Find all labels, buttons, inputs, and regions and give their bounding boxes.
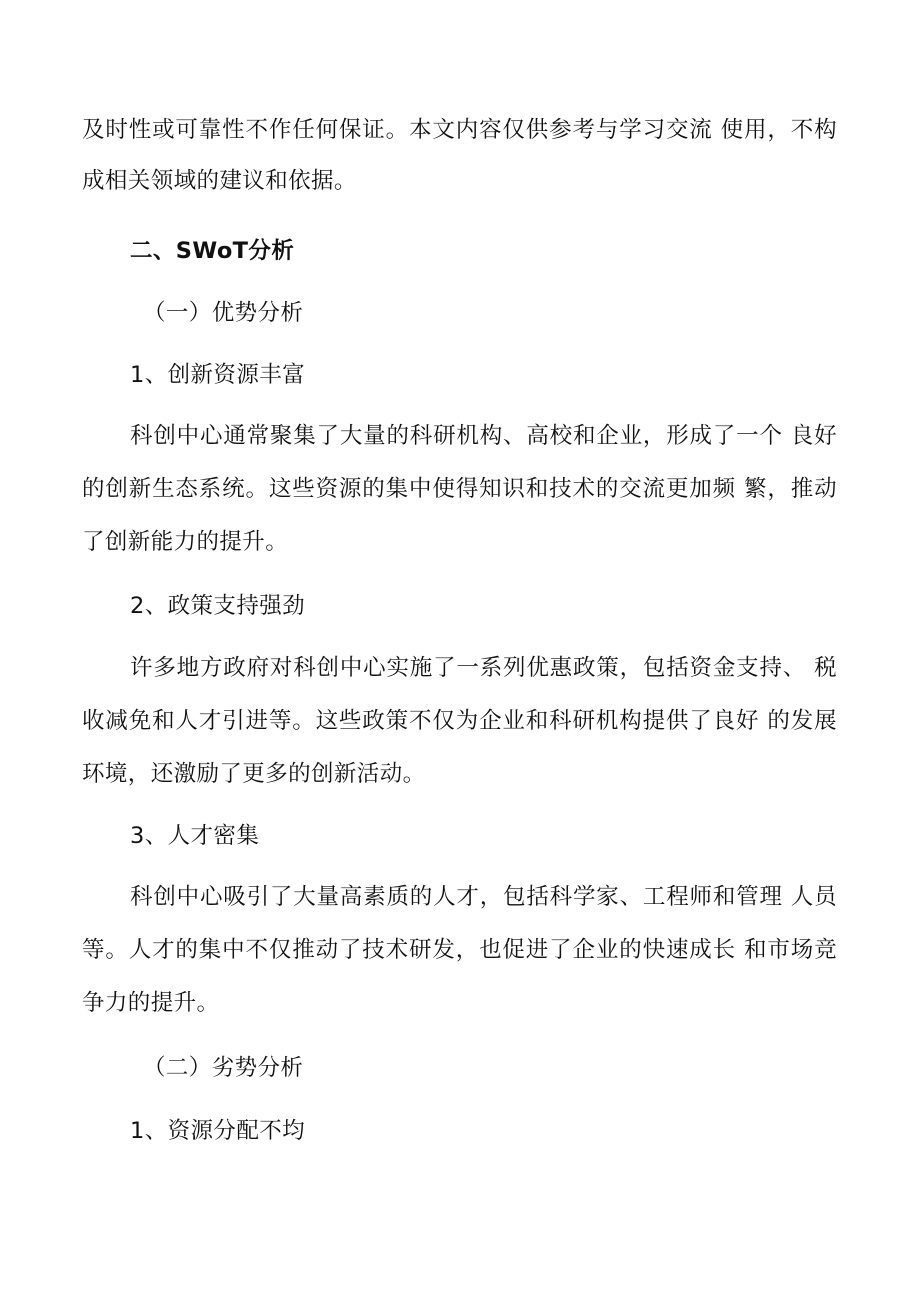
section-title: 二、SWoT分析 <box>130 238 295 264</box>
item-title: 2、政策支持强劲 <box>130 593 306 619</box>
subsection-title-weaknesses: （二）劣势分析 <box>143 1055 304 1081</box>
intro-line-2: 成相关领域的建议和依据。 <box>82 168 357 194</box>
paragraph-line: 的创新生态系统。这些资源的集中使得知识和技术的交流更加频 繁，推动 <box>82 476 837 502</box>
item-title: 1、创新资源丰富 <box>130 362 306 388</box>
paragraph-line: 等。人才的集中不仅推动了技术研发，也促进了企业的快速成长 和市场竞 <box>82 937 837 963</box>
paragraph-line: 科创中心通常聚集了大量的科研机构、高校和企业，形成了一个 良好 <box>130 423 837 449</box>
item-title: 1、资源分配不均 <box>130 1118 306 1144</box>
paragraph-line: 争力的提升。 <box>82 990 220 1016</box>
paragraph-line: 了创新能力的提升。 <box>82 529 289 555</box>
paragraph-line: 环境，还激励了更多的创新活动。 <box>82 761 426 787</box>
intro-line-1: 及时性或可靠性不作任何保证。本文内容仅供参考与学习交流 使用，不构 <box>82 117 837 143</box>
paragraph-line: 许多地方政府对科创中心实施了一系列优惠政策，包括资金支持、 税 <box>130 655 837 681</box>
subsection-title-strengths: （一）优势分析 <box>143 300 304 326</box>
item-title: 3、人才密集 <box>130 823 260 849</box>
paragraph-line: 收减免和人才引进等。这些政策不仅为企业和科研机构提供了良好 的发展 <box>82 708 837 734</box>
paragraph-line: 科创中心吸引了大量高素质的人才，包括科学家、工程师和管理 人员 <box>130 884 837 910</box>
